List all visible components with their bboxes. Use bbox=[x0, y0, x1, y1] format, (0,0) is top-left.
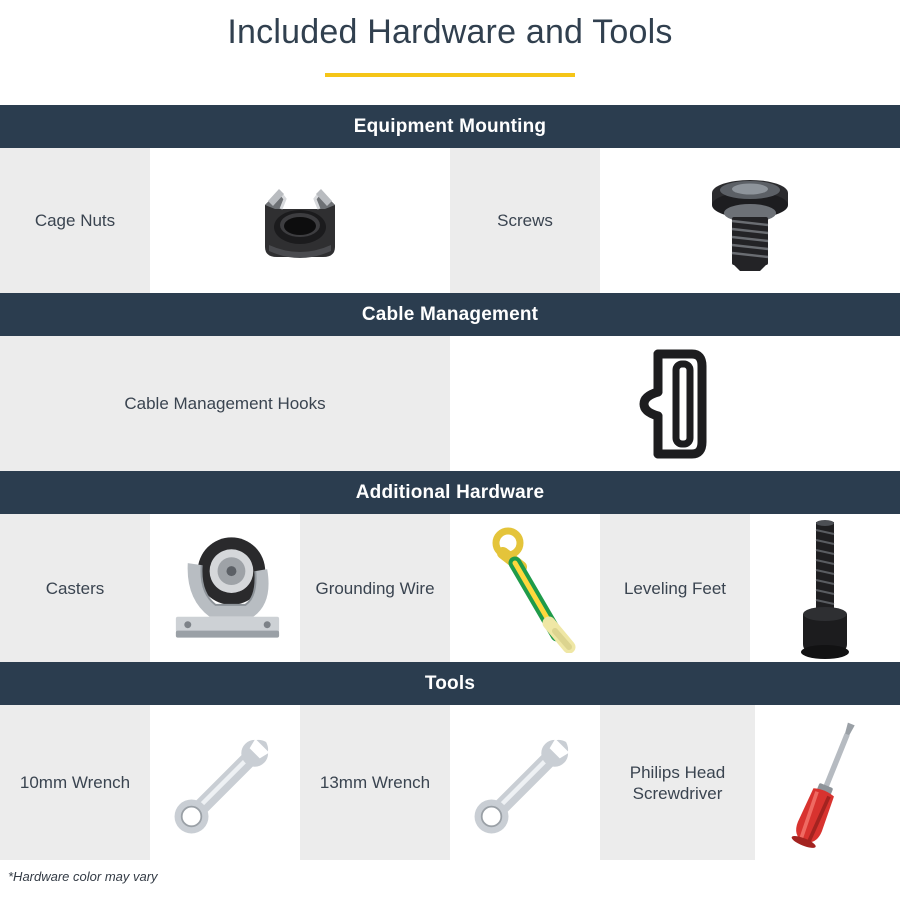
grounding-wire-icon bbox=[450, 514, 600, 662]
footnote: *Hardware color may vary bbox=[8, 869, 158, 884]
cage-nut-icon bbox=[150, 148, 450, 293]
item-label-philips-head-screwdriver: Philips Head Screwdriver bbox=[600, 705, 755, 860]
item-label-10mm-wrench: 10mm Wrench bbox=[0, 705, 150, 860]
table-row bbox=[0, 148, 900, 293]
title-underline bbox=[325, 73, 575, 77]
item-label-leveling-feet: Leveling Feet bbox=[600, 514, 750, 662]
wrench-icon bbox=[150, 705, 300, 860]
item-label-cage-nuts: Cage Nuts bbox=[0, 148, 150, 293]
table-row bbox=[0, 336, 900, 471]
item-label-cable-management-hooks: Cable Management Hooks bbox=[0, 336, 450, 471]
item-label-screws: Screws bbox=[450, 148, 600, 293]
screw-icon bbox=[600, 148, 900, 293]
screwdriver-icon bbox=[755, 705, 900, 860]
page-title: Included Hardware and Tools bbox=[227, 13, 673, 51]
section-header-additional-hardware: Additional Hardware bbox=[0, 471, 900, 514]
table-row bbox=[0, 705, 900, 860]
section-header-tools: Tools bbox=[0, 662, 900, 705]
title-block bbox=[0, 0, 900, 77]
item-label-casters: Casters bbox=[0, 514, 150, 662]
leveling-foot-icon bbox=[750, 514, 900, 662]
section-header-equipment-mounting: Equipment Mounting bbox=[0, 105, 900, 148]
item-label-13mm-wrench: 13mm Wrench bbox=[300, 705, 450, 860]
item-label-grounding-wire: Grounding Wire bbox=[300, 514, 450, 662]
wrench-icon bbox=[450, 705, 600, 860]
caster-icon bbox=[150, 514, 300, 662]
section-header-cable-management: Cable Management bbox=[0, 293, 900, 336]
hardware-table bbox=[0, 105, 900, 860]
cable-hook-icon bbox=[450, 336, 900, 471]
table-row bbox=[0, 514, 900, 662]
